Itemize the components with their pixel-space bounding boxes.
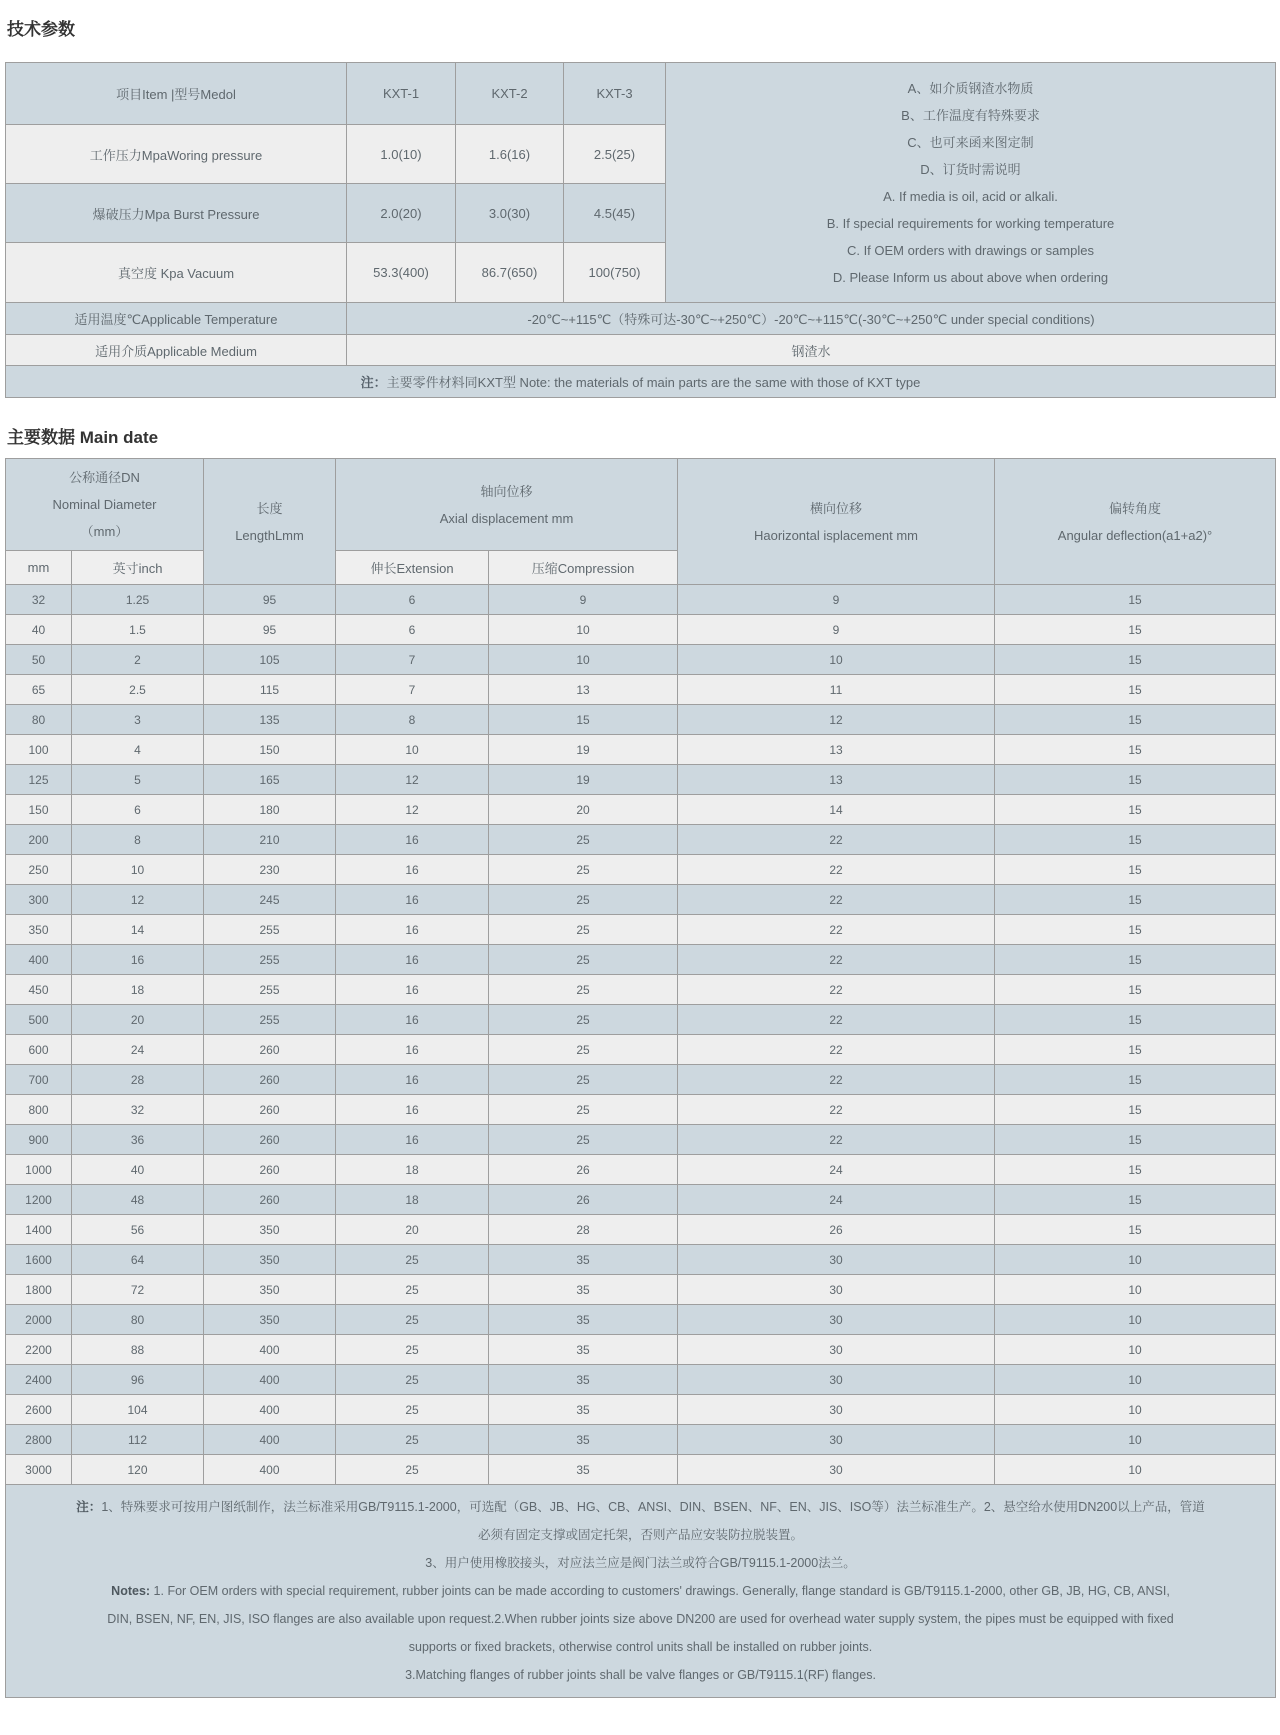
tech-side-notes-list bbox=[666, 63, 1276, 303]
table-cell: 25 bbox=[336, 1305, 489, 1335]
table-row bbox=[6, 1395, 1276, 1425]
table-row bbox=[6, 1245, 1276, 1275]
table-cell: 3000 bbox=[6, 1455, 72, 1485]
tech-header-kxt-2: KXT-2 bbox=[456, 63, 564, 125]
table-cell: 12 bbox=[678, 705, 995, 735]
side-note-line: C. If OEM orders with drawings or samples bbox=[846, 242, 1095, 258]
table-cell: 255 bbox=[204, 975, 336, 1005]
table-cell: 15 bbox=[995, 735, 1276, 765]
side-note-line: D. Please Inform us about above when ordering bbox=[832, 269, 1109, 285]
tech-cell: 86.7(650) bbox=[456, 243, 564, 303]
table-cell: 15 bbox=[995, 1065, 1276, 1095]
table-cell: 35 bbox=[489, 1395, 678, 1425]
table-cell: 10 bbox=[72, 855, 204, 885]
col-header-length: 长度 LengthLmm bbox=[204, 459, 336, 585]
sub-header-compression: 压缩Compression bbox=[489, 551, 678, 585]
table-cell: 25 bbox=[489, 1065, 678, 1095]
table-row bbox=[6, 585, 1276, 615]
tech-row-temperature-value: -20℃~+115℃（特殊可达-30℃~+250℃）-20℃~+115℃(-30℃~+250℃ under special conditions) bbox=[347, 303, 1276, 335]
table-cell: 15 bbox=[995, 675, 1276, 705]
table-cell: 100 bbox=[6, 735, 72, 765]
table-cell: 165 bbox=[204, 765, 336, 795]
tech-cell: 4.5(45) bbox=[564, 184, 666, 243]
tech-cell: 2.5(25) bbox=[564, 125, 666, 184]
tech-row-working-pressure-label: 工作压力MpaWoring pressure bbox=[6, 125, 347, 184]
table-cell: 40 bbox=[6, 615, 72, 645]
table-row bbox=[6, 1185, 1276, 1215]
table-cell: 26 bbox=[678, 1215, 995, 1245]
table-cell: 2400 bbox=[6, 1365, 72, 1395]
table-cell: 16 bbox=[336, 915, 489, 945]
table-cell: 22 bbox=[678, 975, 995, 1005]
table-cell: 22 bbox=[678, 915, 995, 945]
table-cell: 16 bbox=[72, 945, 204, 975]
table-cell: 400 bbox=[204, 1335, 336, 1365]
table-cell: 2000 bbox=[6, 1305, 72, 1335]
tech-cell: 1.0(10) bbox=[347, 125, 456, 184]
table-cell: 10 bbox=[995, 1305, 1276, 1335]
table-cell: 400 bbox=[204, 1395, 336, 1425]
table-row bbox=[6, 1365, 1276, 1395]
table-row bbox=[6, 1455, 1276, 1485]
table-cell: 105 bbox=[204, 645, 336, 675]
note-line: 必须有固定支撑或固定托架，否则产品应安装防拉脱装置。 bbox=[478, 1528, 804, 1542]
table-cell: 16 bbox=[336, 1035, 489, 1065]
table-cell: 2600 bbox=[6, 1395, 72, 1425]
table-cell: 25 bbox=[489, 825, 678, 855]
table-cell: 19 bbox=[489, 735, 678, 765]
table-cell: 35 bbox=[489, 1305, 678, 1335]
table-row bbox=[6, 645, 1276, 675]
table-row bbox=[6, 1125, 1276, 1155]
tech-row-burst-pressure-label: 爆破压力Mpa Burst Pressure bbox=[6, 184, 347, 243]
section-title-tech-params: 技术参数 bbox=[7, 20, 75, 39]
table-cell: 36 bbox=[72, 1125, 204, 1155]
table-cell: 600 bbox=[6, 1035, 72, 1065]
table-cell: 400 bbox=[204, 1365, 336, 1395]
table-cell: 350 bbox=[6, 915, 72, 945]
table-cell: 210 bbox=[204, 825, 336, 855]
table-cell: 15 bbox=[995, 825, 1276, 855]
sub-header-mm: mm bbox=[6, 551, 72, 585]
table-cell: 88 bbox=[72, 1335, 204, 1365]
table-cell: 15 bbox=[995, 585, 1276, 615]
table-cell: 15 bbox=[995, 1215, 1276, 1245]
table-cell: 6 bbox=[336, 585, 489, 615]
table-row bbox=[6, 765, 1276, 795]
table-cell: 35 bbox=[489, 1275, 678, 1305]
table-cell: 35 bbox=[489, 1335, 678, 1365]
table-row bbox=[6, 1305, 1276, 1335]
table-cell: 16 bbox=[336, 825, 489, 855]
side-note-line: D、订货时需说明 bbox=[920, 161, 1021, 177]
table-cell: 12 bbox=[336, 795, 489, 825]
table-cell: 15 bbox=[995, 945, 1276, 975]
table-cell: 260 bbox=[204, 1185, 336, 1215]
table-cell: 22 bbox=[678, 1125, 995, 1155]
main-table-body bbox=[6, 585, 1276, 1485]
table-cell: 250 bbox=[6, 855, 72, 885]
tech-table-note bbox=[6, 366, 1276, 398]
note-text: 主要零件材料同KXT型 Note: the materials of main parts are the same with those of KXT type bbox=[386, 375, 921, 390]
table-cell: 900 bbox=[6, 1125, 72, 1155]
table-cell: 28 bbox=[489, 1215, 678, 1245]
table-cell: 1800 bbox=[6, 1275, 72, 1305]
sub-header-inch: 英寸inch bbox=[72, 551, 204, 585]
table-cell: 24 bbox=[72, 1035, 204, 1065]
tech-cell: 3.0(30) bbox=[456, 184, 564, 243]
table-cell: 30 bbox=[678, 1365, 995, 1395]
table-row bbox=[6, 1425, 1276, 1455]
table-cell: 245 bbox=[204, 885, 336, 915]
table-cell: 9 bbox=[678, 615, 995, 645]
tech-row-medium-value: 钢渣水 bbox=[347, 335, 1276, 366]
table-row bbox=[6, 1335, 1276, 1365]
table-cell: 35 bbox=[489, 1245, 678, 1275]
table-cell: 25 bbox=[489, 975, 678, 1005]
col-header-angular-deflection: 偏转角度 Angular deflection(a1+a2)° bbox=[995, 459, 1276, 585]
table-row bbox=[6, 1005, 1276, 1035]
table-cell: 30 bbox=[678, 1275, 995, 1305]
table-cell: 260 bbox=[204, 1125, 336, 1155]
table-cell: 80 bbox=[6, 705, 72, 735]
side-note-line: B. If special requirements for working temperature bbox=[826, 215, 1115, 231]
side-note-line: C、也可来函来图定制 bbox=[907, 134, 1034, 150]
table-cell: 230 bbox=[204, 855, 336, 885]
table-cell: 120 bbox=[72, 1455, 204, 1485]
table-cell: 1.5 bbox=[72, 615, 204, 645]
table-cell: 25 bbox=[336, 1455, 489, 1485]
table-cell: 65 bbox=[6, 675, 72, 705]
table-cell: 6 bbox=[336, 615, 489, 645]
table-cell: 15 bbox=[995, 705, 1276, 735]
table-cell: 15 bbox=[995, 975, 1276, 1005]
table-cell: 500 bbox=[6, 1005, 72, 1035]
table-cell: 150 bbox=[204, 735, 336, 765]
main-data-table bbox=[5, 458, 1276, 1698]
table-cell: 18 bbox=[336, 1155, 489, 1185]
table-cell: 200 bbox=[6, 825, 72, 855]
table-cell: 14 bbox=[72, 915, 204, 945]
table-cell: 255 bbox=[204, 915, 336, 945]
table-cell: 30 bbox=[678, 1425, 995, 1455]
table-cell: 26 bbox=[489, 1155, 678, 1185]
table-cell: 2.5 bbox=[72, 675, 204, 705]
table-cell: 15 bbox=[995, 1155, 1276, 1185]
tech-cell: 2.0(20) bbox=[347, 184, 456, 243]
side-note-line: A. If media is oil, acid or alkali. bbox=[883, 188, 1058, 204]
table-cell: 25 bbox=[336, 1365, 489, 1395]
table-cell: 25 bbox=[336, 1335, 489, 1365]
table-row bbox=[6, 1215, 1276, 1245]
table-cell: 125 bbox=[6, 765, 72, 795]
table-cell: 260 bbox=[204, 1095, 336, 1125]
table-cell: 26 bbox=[489, 1185, 678, 1215]
table-cell: 95 bbox=[204, 585, 336, 615]
table-cell: 180 bbox=[204, 795, 336, 825]
table-cell: 25 bbox=[336, 1395, 489, 1425]
table-cell: 400 bbox=[6, 945, 72, 975]
table-cell: 30 bbox=[678, 1245, 995, 1275]
table-cell: 104 bbox=[72, 1395, 204, 1425]
table-cell: 10 bbox=[995, 1365, 1276, 1395]
table-cell: 30 bbox=[678, 1455, 995, 1485]
table-row bbox=[6, 1095, 1276, 1125]
tech-header-item-model: 项目Item |型号Medol bbox=[6, 63, 347, 125]
table-row bbox=[6, 615, 1276, 645]
table-cell: 30 bbox=[678, 1335, 995, 1365]
table-cell: 1000 bbox=[6, 1155, 72, 1185]
table-row bbox=[6, 675, 1276, 705]
table-cell: 12 bbox=[72, 885, 204, 915]
table-cell: 95 bbox=[204, 615, 336, 645]
side-note-line: A、如介质钢渣水物质 bbox=[907, 80, 1034, 96]
table-cell: 1200 bbox=[6, 1185, 72, 1215]
table-cell: 1400 bbox=[6, 1215, 72, 1245]
table-row bbox=[6, 855, 1276, 885]
table-cell: 350 bbox=[204, 1215, 336, 1245]
table-cell: 56 bbox=[72, 1215, 204, 1245]
table-row bbox=[6, 795, 1276, 825]
tech-params-table bbox=[5, 62, 1276, 398]
table-row bbox=[6, 735, 1276, 765]
table-cell: 14 bbox=[678, 795, 995, 825]
table-cell: 15 bbox=[995, 1125, 1276, 1155]
table-cell: 13 bbox=[489, 675, 678, 705]
table-cell: 35 bbox=[489, 1455, 678, 1485]
table-row bbox=[6, 1155, 1276, 1185]
table-cell: 10 bbox=[489, 615, 678, 645]
tech-header-kxt-1: KXT-1 bbox=[347, 63, 456, 125]
table-cell: 25 bbox=[489, 855, 678, 885]
table-cell: 400 bbox=[204, 1455, 336, 1485]
table-cell: 22 bbox=[678, 825, 995, 855]
table-cell: 2200 bbox=[6, 1335, 72, 1365]
table-cell: 350 bbox=[204, 1275, 336, 1305]
table-cell: 10 bbox=[336, 735, 489, 765]
note-line: DIN, BSEN, NF, EN, JIS, ISO flanges are also available upon request.2.When rubber joints size above DN200 are used for overhead water supply system, the pipes must be equipped with fixed bbox=[107, 1612, 1174, 1626]
table-cell: 350 bbox=[204, 1305, 336, 1335]
table-cell: 50 bbox=[6, 645, 72, 675]
table-cell: 6 bbox=[72, 795, 204, 825]
table-cell: 2800 bbox=[6, 1425, 72, 1455]
note-line: Notes: 1. For OEM orders with special requirement, rubber joints can be made according to customers' drawings. Generally, flange standard is GB/T9115.1-2000, other GB, JB, HG, CB, ANSI, bbox=[111, 1584, 1170, 1598]
tech-cell: 53.3(400) bbox=[347, 243, 456, 303]
table-cell: 22 bbox=[678, 1005, 995, 1035]
table-row bbox=[6, 915, 1276, 945]
table-cell: 35 bbox=[489, 1365, 678, 1395]
table-cell: 25 bbox=[336, 1275, 489, 1305]
col-header-nominal-diameter: 公称通径DN Nominal Diameter （mm） bbox=[6, 459, 204, 551]
table-cell: 10 bbox=[995, 1425, 1276, 1455]
table-cell: 150 bbox=[6, 795, 72, 825]
table-cell: 20 bbox=[336, 1215, 489, 1245]
table-cell: 15 bbox=[995, 1005, 1276, 1035]
table-cell: 19 bbox=[489, 765, 678, 795]
table-cell: 18 bbox=[72, 975, 204, 1005]
table-row bbox=[6, 705, 1276, 735]
table-cell: 15 bbox=[995, 1035, 1276, 1065]
table-cell: 8 bbox=[336, 705, 489, 735]
tech-header-kxt-3: KXT-3 bbox=[564, 63, 666, 125]
table-cell: 64 bbox=[72, 1245, 204, 1275]
table-cell: 15 bbox=[995, 1095, 1276, 1125]
table-cell: 16 bbox=[336, 1125, 489, 1155]
table-cell: 16 bbox=[336, 975, 489, 1005]
table-cell: 15 bbox=[995, 615, 1276, 645]
table-cell: 48 bbox=[72, 1185, 204, 1215]
tech-row-vacuum-label: 真空度 Kpa Vacuum bbox=[6, 243, 347, 303]
section-title-main-data: 主要数据 Main date bbox=[7, 428, 159, 447]
table-cell: 16 bbox=[336, 855, 489, 885]
note-line: 3.Matching flanges of rubber joints shall be valve flanges or GB/T9115.1(RF) flanges. bbox=[405, 1668, 876, 1682]
table-cell: 10 bbox=[995, 1335, 1276, 1365]
table-cell: 32 bbox=[72, 1095, 204, 1125]
table-cell: 30 bbox=[678, 1305, 995, 1335]
table-cell: 10 bbox=[995, 1245, 1276, 1275]
table-cell: 9 bbox=[678, 585, 995, 615]
table-cell: 15 bbox=[995, 765, 1276, 795]
table-cell: 7 bbox=[336, 675, 489, 705]
table-cell: 24 bbox=[678, 1185, 995, 1215]
table-cell: 255 bbox=[204, 945, 336, 975]
table-cell: 300 bbox=[6, 885, 72, 915]
table-cell: 22 bbox=[678, 885, 995, 915]
table-cell: 16 bbox=[336, 885, 489, 915]
table-cell: 350 bbox=[204, 1245, 336, 1275]
col-header-horizontal-displacement: 横向位移 Haorizontal isplacement mm bbox=[678, 459, 995, 585]
table-cell: 135 bbox=[204, 705, 336, 735]
table-cell: 13 bbox=[678, 765, 995, 795]
table-cell: 10 bbox=[489, 645, 678, 675]
table-cell: 260 bbox=[204, 1065, 336, 1095]
note-line: 3、用户使用橡胶接头，对应法兰应是阀门法兰或符合GB/T9115.1-2000法兰。 bbox=[425, 1556, 856, 1570]
side-note-line: B、工作温度有特殊要求 bbox=[901, 107, 1040, 123]
table-cell: 15 bbox=[489, 705, 678, 735]
table-cell: 9 bbox=[489, 585, 678, 615]
table-cell: 22 bbox=[678, 945, 995, 975]
table-cell: 4 bbox=[72, 735, 204, 765]
table-row bbox=[6, 885, 1276, 915]
note-prefix: 注： bbox=[360, 375, 387, 390]
note-line: supports or fixed brackets, otherwise control units shall be installed on rubber joints. bbox=[408, 1640, 873, 1654]
tech-cell: 1.6(16) bbox=[456, 125, 564, 184]
table-cell: 16 bbox=[336, 945, 489, 975]
table-cell: 1600 bbox=[6, 1245, 72, 1275]
table-cell: 700 bbox=[6, 1065, 72, 1095]
table-cell: 260 bbox=[204, 1035, 336, 1065]
table-cell: 25 bbox=[489, 915, 678, 945]
tech-cell: 100(750) bbox=[564, 243, 666, 303]
table-cell: 7 bbox=[336, 645, 489, 675]
table-cell: 72 bbox=[72, 1275, 204, 1305]
tech-row-temperature-label: 适用温度℃Applicable Temperature bbox=[6, 303, 347, 335]
table-cell: 25 bbox=[489, 945, 678, 975]
table-cell: 115 bbox=[204, 675, 336, 705]
table-row bbox=[6, 945, 1276, 975]
table-cell: 20 bbox=[489, 795, 678, 825]
table-cell: 25 bbox=[489, 1005, 678, 1035]
table-row bbox=[6, 975, 1276, 1005]
table-cell: 15 bbox=[995, 885, 1276, 915]
table-cell: 25 bbox=[489, 885, 678, 915]
table-cell: 112 bbox=[72, 1425, 204, 1455]
table-cell: 25 bbox=[489, 1125, 678, 1155]
table-cell: 400 bbox=[204, 1425, 336, 1455]
table-cell: 40 bbox=[72, 1155, 204, 1185]
table-cell: 13 bbox=[678, 735, 995, 765]
table-cell: 96 bbox=[72, 1365, 204, 1395]
table-cell: 15 bbox=[995, 1185, 1276, 1215]
table-cell: 24 bbox=[678, 1155, 995, 1185]
main-table-notes bbox=[6, 1485, 1276, 1698]
tech-row-medium-label: 适用介质Applicable Medium bbox=[6, 335, 347, 366]
table-cell: 2 bbox=[72, 645, 204, 675]
table-cell: 8 bbox=[72, 825, 204, 855]
table-cell: 10 bbox=[995, 1275, 1276, 1305]
table-cell: 35 bbox=[489, 1425, 678, 1455]
table-cell: 25 bbox=[336, 1425, 489, 1455]
table-cell: 22 bbox=[678, 1095, 995, 1125]
table-cell: 25 bbox=[336, 1245, 489, 1275]
table-cell: 260 bbox=[204, 1155, 336, 1185]
table-cell: 255 bbox=[204, 1005, 336, 1035]
table-cell: 80 bbox=[72, 1305, 204, 1335]
table-row bbox=[6, 1065, 1276, 1095]
table-row bbox=[6, 1035, 1276, 1065]
table-cell: 10 bbox=[678, 645, 995, 675]
note-line: 注：1、特殊要求可按用户图纸制作，法兰标准采用GB/T9115.1-2000，可选配（GB、JB、HG、CB、ANSI、DIN、BSEN、NF、EN、JIS、ISO等）法兰标准生产。2、悬空给水使用DN200以上产品，管道 bbox=[76, 1500, 1205, 1514]
table-cell: 12 bbox=[336, 765, 489, 795]
table-cell: 10 bbox=[995, 1395, 1276, 1425]
table-cell: 15 bbox=[995, 795, 1276, 825]
table-cell: 22 bbox=[678, 1065, 995, 1095]
table-cell: 1.25 bbox=[72, 585, 204, 615]
col-header-axial-displacement: 轴向位移 Axial displacement mm bbox=[336, 459, 678, 551]
table-cell: 25 bbox=[489, 1035, 678, 1065]
table-cell: 15 bbox=[995, 855, 1276, 885]
table-cell: 30 bbox=[678, 1395, 995, 1425]
table-cell: 16 bbox=[336, 1095, 489, 1125]
table-cell: 20 bbox=[72, 1005, 204, 1035]
table-cell: 5 bbox=[72, 765, 204, 795]
table-cell: 16 bbox=[336, 1065, 489, 1095]
table-cell: 18 bbox=[336, 1185, 489, 1215]
table-cell: 22 bbox=[678, 1035, 995, 1065]
table-cell: 25 bbox=[489, 1095, 678, 1125]
table-cell: 16 bbox=[336, 1005, 489, 1035]
table-cell: 15 bbox=[995, 645, 1276, 675]
table-cell: 11 bbox=[678, 675, 995, 705]
table-cell: 3 bbox=[72, 705, 204, 735]
table-cell: 10 bbox=[995, 1455, 1276, 1485]
sub-header-extension: 伸长Extension bbox=[336, 551, 489, 585]
table-cell: 800 bbox=[6, 1095, 72, 1125]
table-row bbox=[6, 1275, 1276, 1305]
table-cell: 450 bbox=[6, 975, 72, 1005]
table-cell: 15 bbox=[995, 915, 1276, 945]
table-cell: 32 bbox=[6, 585, 72, 615]
table-cell: 22 bbox=[678, 855, 995, 885]
table-row bbox=[6, 825, 1276, 855]
table-cell: 28 bbox=[72, 1065, 204, 1095]
